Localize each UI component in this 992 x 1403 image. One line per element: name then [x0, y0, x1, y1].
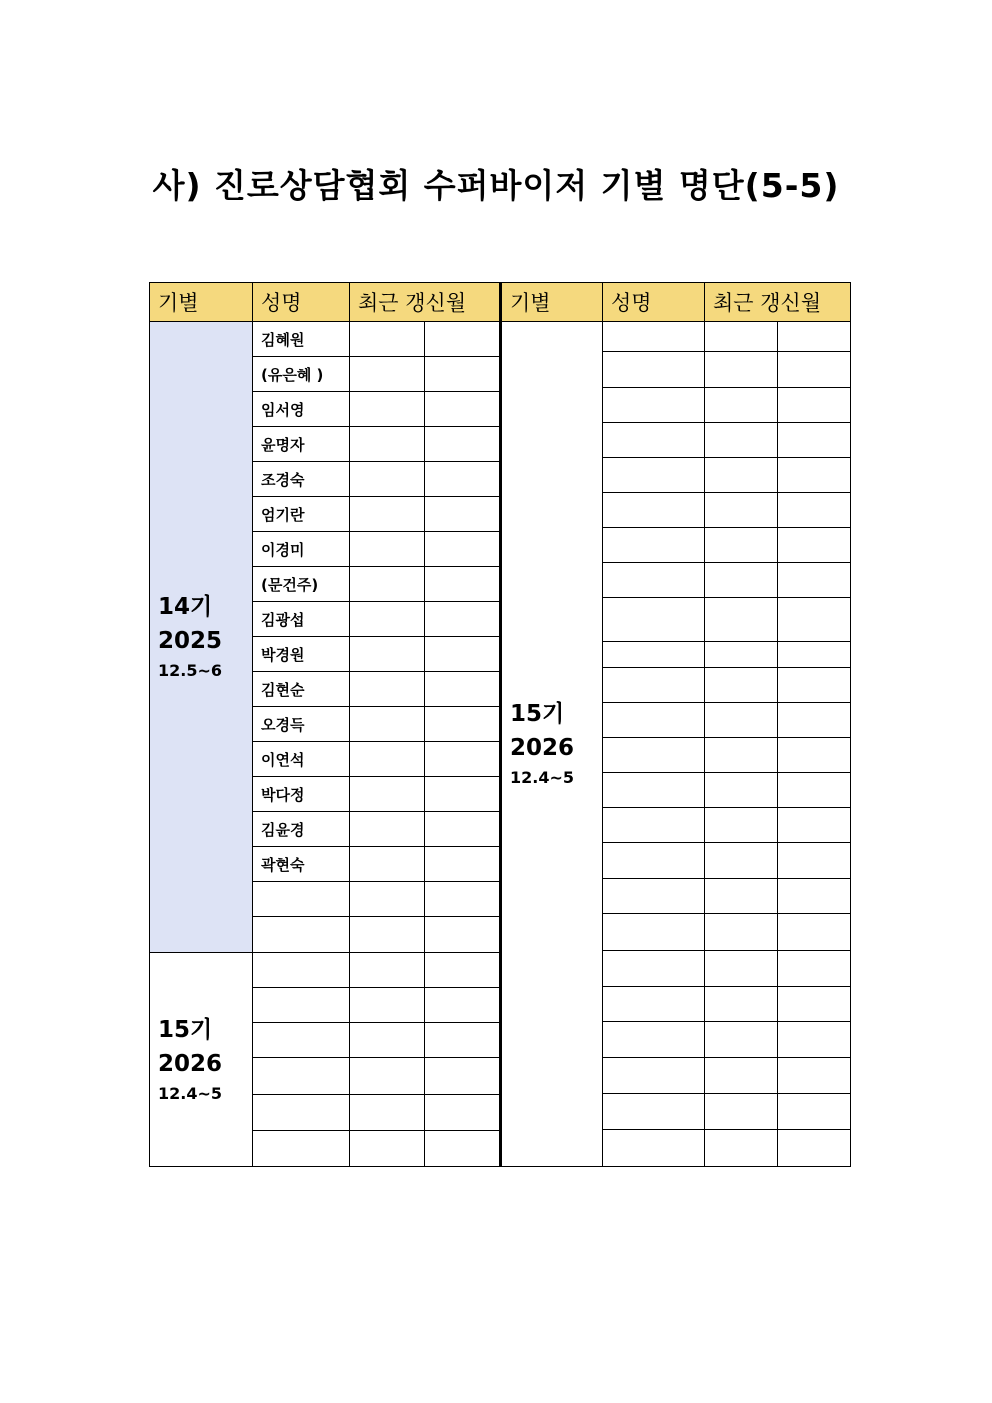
period-cell — [150, 953, 253, 1167]
renewal-cell — [705, 914, 778, 951]
member-name — [253, 953, 350, 988]
member-name — [603, 642, 705, 668]
member-name — [603, 703, 705, 738]
member-name — [603, 598, 705, 642]
renewal-cell — [425, 462, 500, 497]
renewal-cell — [705, 1022, 778, 1058]
renewal-cell — [778, 773, 851, 808]
renewal-cell — [425, 917, 500, 953]
renewal-cell — [705, 703, 778, 738]
member-name — [603, 879, 705, 914]
period-range: 12.5~6 — [158, 661, 223, 680]
member-name: 엄기란 — [253, 497, 350, 532]
renewal-cell — [350, 497, 425, 532]
renewal-cell — [350, 847, 425, 882]
renewal-cell — [705, 322, 778, 352]
member-name — [603, 738, 705, 773]
member-name: 윤명자 — [253, 427, 350, 462]
period-cell — [150, 322, 253, 953]
member-name: (문건주) — [253, 567, 350, 602]
member-name — [603, 1058, 705, 1094]
renewal-cell — [425, 882, 500, 917]
renewal-cell — [425, 988, 500, 1023]
renewal-cell — [705, 423, 778, 458]
renewal-cell — [425, 953, 500, 988]
renewal-cell — [778, 879, 851, 914]
renewal-cell — [705, 352, 778, 388]
renewal-cell — [350, 672, 425, 707]
period-range: 12.4~5 — [510, 768, 575, 787]
member-name: 이연석 — [253, 742, 350, 777]
renewal-cell — [425, 847, 500, 882]
period-cell — [501, 322, 603, 1167]
renewal-cell — [425, 742, 500, 777]
renewal-cell — [778, 987, 851, 1022]
member-name: (유은혜 ) — [253, 357, 350, 392]
renewal-cell — [350, 707, 425, 742]
renewal-cell — [350, 532, 425, 567]
renewal-cell — [778, 493, 851, 528]
member-name: 이경미 — [253, 532, 350, 567]
member-name: 조경숙 — [253, 462, 350, 497]
period-year: 2026 — [510, 735, 575, 761]
renewal-cell — [425, 532, 500, 567]
period-generation: 15기 — [158, 1016, 213, 1043]
renewal-cell — [778, 423, 851, 458]
member-name — [603, 1094, 705, 1130]
renewal-cell — [425, 672, 500, 707]
renewal-cell — [705, 388, 778, 423]
member-name: 오경득 — [253, 707, 350, 742]
renewal-cell — [705, 598, 778, 642]
member-name — [603, 528, 705, 563]
renewal-cell — [350, 988, 425, 1023]
renewal-cell — [425, 427, 500, 462]
member-name — [603, 951, 705, 987]
table-row — [150, 322, 500, 357]
renewal-cell — [425, 812, 500, 847]
renewal-cell — [350, 953, 425, 988]
table-row — [150, 953, 500, 988]
member-name — [603, 987, 705, 1022]
renewal-cell — [425, 777, 500, 812]
member-name — [603, 563, 705, 598]
period-generation: 15기 — [510, 701, 565, 727]
renewal-cell — [778, 388, 851, 423]
member-name — [253, 882, 350, 917]
renewal-cell — [778, 703, 851, 738]
renewal-cell — [778, 1094, 851, 1130]
renewal-cell — [778, 598, 851, 642]
page-title: 사) 진로상담협회 수퍼바이저 기별 명단(5-5) — [152, 166, 840, 205]
member-name — [253, 1131, 350, 1167]
member-name — [603, 1130, 705, 1167]
renewal-cell — [350, 602, 425, 637]
header-period: 기별 — [150, 283, 253, 322]
renewal-cell — [705, 843, 778, 879]
renewal-cell — [350, 777, 425, 812]
header-name: 성명 — [253, 283, 350, 322]
renewal-cell — [425, 357, 500, 392]
renewal-cell — [778, 808, 851, 843]
member-name — [603, 322, 705, 352]
renewal-cell — [350, 637, 425, 672]
member-name: 임서영 — [253, 392, 350, 427]
renewal-cell — [350, 392, 425, 427]
member-name — [603, 423, 705, 458]
renewal-cell — [350, 1131, 425, 1167]
renewal-cell — [350, 462, 425, 497]
renewal-cell — [350, 812, 425, 847]
renewal-cell — [350, 1095, 425, 1131]
renewal-cell — [705, 642, 778, 668]
renewal-cell — [425, 497, 500, 532]
renewal-cell — [778, 951, 851, 987]
renewal-cell — [425, 602, 500, 637]
renewal-cell — [778, 1022, 851, 1058]
renewal-cell — [425, 1023, 500, 1058]
renewal-cell — [425, 392, 500, 427]
header-renewal: 최근 갱신월 — [350, 283, 500, 322]
renewal-cell — [705, 773, 778, 808]
member-name — [603, 388, 705, 423]
table-row — [501, 322, 851, 352]
renewal-cell — [350, 567, 425, 602]
header-renewal: 최근 갱신월 — [705, 283, 851, 322]
renewal-cell — [705, 1058, 778, 1094]
renewal-cell — [425, 567, 500, 602]
member-name — [603, 668, 705, 703]
member-name — [603, 914, 705, 951]
renewal-cell — [778, 914, 851, 951]
renewal-cell — [425, 1058, 500, 1095]
period-year: 2025 — [158, 628, 223, 654]
renewal-cell — [778, 642, 851, 668]
member-name — [603, 773, 705, 808]
renewal-cell — [705, 879, 778, 914]
renewal-cell — [350, 742, 425, 777]
renewal-cell — [350, 357, 425, 392]
member-name — [253, 988, 350, 1023]
member-name — [603, 808, 705, 843]
renewal-cell — [705, 458, 778, 493]
renewal-cell — [705, 987, 778, 1022]
header-period: 기별 — [501, 283, 603, 322]
period-year: 2026 — [158, 1050, 223, 1077]
member-name: 김광섭 — [253, 602, 350, 637]
renewal-cell — [778, 738, 851, 773]
renewal-cell — [425, 1095, 500, 1131]
renewal-cell — [350, 882, 425, 917]
member-name: 김혜원 — [253, 322, 350, 357]
renewal-cell — [350, 917, 425, 953]
renewal-cell — [778, 668, 851, 703]
renewal-cell — [705, 951, 778, 987]
renewal-cell — [425, 1131, 500, 1167]
renewal-cell — [778, 1058, 851, 1094]
member-name: 김윤경 — [253, 812, 350, 847]
renewal-cell — [705, 493, 778, 528]
renewal-cell — [350, 322, 425, 357]
renewal-cell — [778, 1130, 851, 1167]
member-name — [603, 1022, 705, 1058]
member-name — [603, 352, 705, 388]
period-range: 12.4~5 — [158, 1083, 223, 1103]
renewal-cell — [350, 1023, 425, 1058]
renewal-cell — [705, 808, 778, 843]
renewal-cell — [778, 843, 851, 879]
member-name — [253, 1058, 350, 1095]
renewal-cell — [778, 322, 851, 352]
member-name: 김현순 — [253, 672, 350, 707]
roster-table-right — [499, 282, 851, 1167]
renewal-cell — [778, 352, 851, 388]
member-name — [603, 493, 705, 528]
renewal-cell — [705, 528, 778, 563]
renewal-cell — [425, 322, 500, 357]
renewal-cell — [705, 563, 778, 598]
renewal-cell — [705, 738, 778, 773]
header-name: 성명 — [603, 283, 705, 322]
renewal-cell — [705, 1094, 778, 1130]
member-name: 박경원 — [253, 637, 350, 672]
member-name — [603, 458, 705, 493]
member-name: 박다정 — [253, 777, 350, 812]
renewal-cell — [778, 458, 851, 493]
roster-table-left — [149, 282, 500, 1167]
member-name — [253, 1023, 350, 1058]
renewal-cell — [778, 528, 851, 563]
member-name — [253, 1095, 350, 1131]
renewal-cell — [705, 1130, 778, 1167]
member-name: 곽현숙 — [253, 847, 350, 882]
member-name — [603, 843, 705, 879]
renewal-cell — [425, 637, 500, 672]
renewal-cell — [425, 707, 500, 742]
roster-sheet — [149, 282, 849, 1169]
renewal-cell — [350, 427, 425, 462]
member-name — [253, 917, 350, 953]
renewal-cell — [350, 1058, 425, 1095]
renewal-cell — [705, 668, 778, 703]
renewal-cell — [778, 563, 851, 598]
period-generation: 14기 — [158, 594, 213, 620]
